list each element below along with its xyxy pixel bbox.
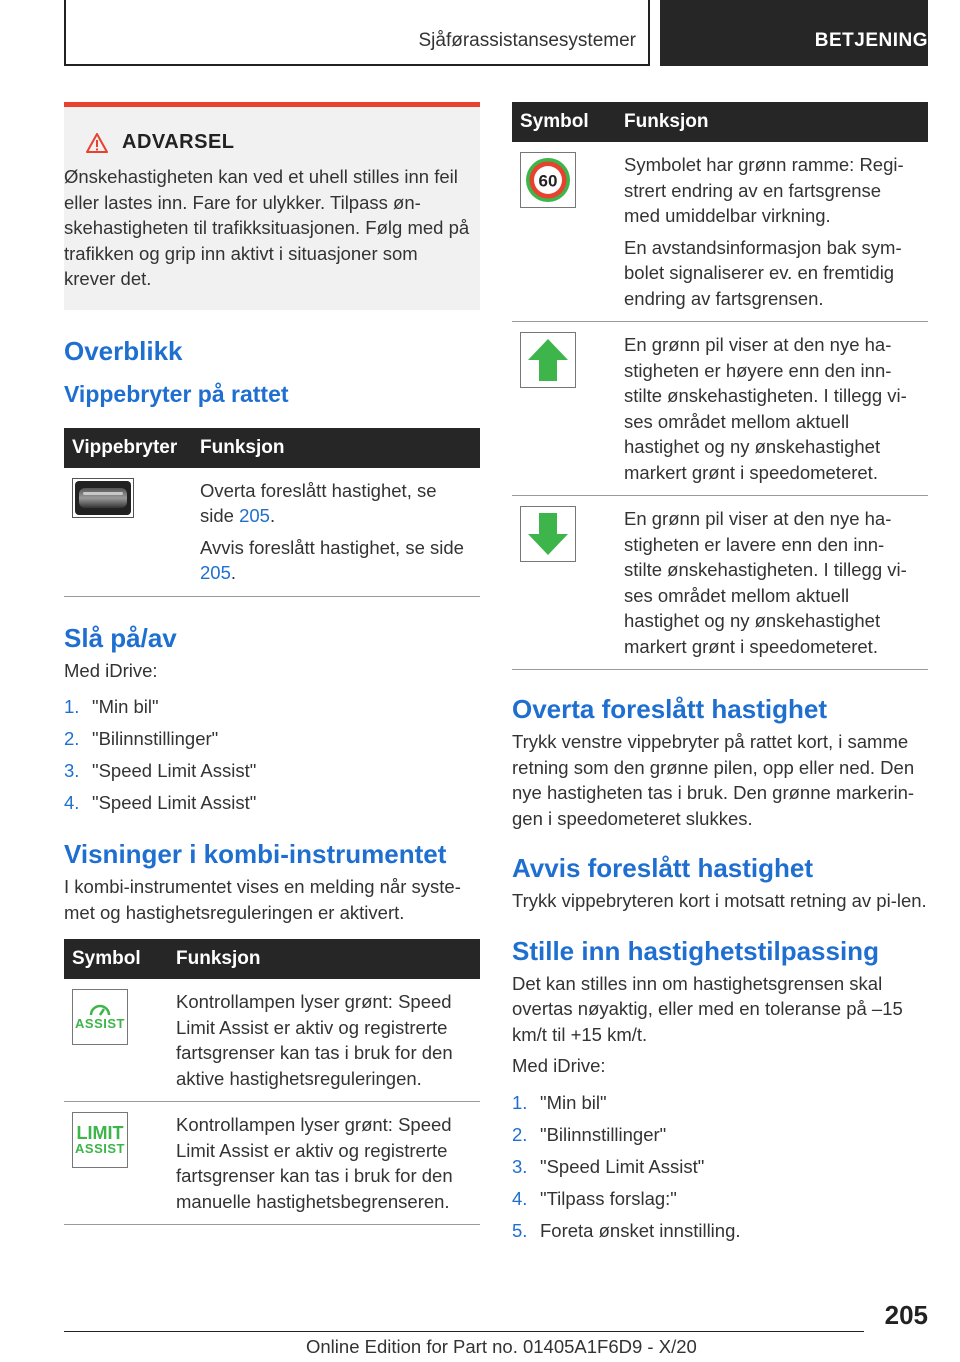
step-text: "Bilinnstillinger" <box>540 1123 667 1145</box>
page-link[interactable]: 205 <box>239 505 270 526</box>
assist-indicator-icon <box>72 989 128 1045</box>
header-section-box <box>660 0 928 66</box>
table-header-cell: Funksjon <box>192 428 480 468</box>
table-cell-function: En grønn pil viser at den nye ha-stigheten er lavere enn den inn-stilte ønskehastigheten. I tillegg vi-ses området mellom aktuell hastighet og ny ønskehastighet markert grønt i speedometeret. <box>616 496 928 670</box>
header-section: BETJENING <box>814 30 928 51</box>
step-text: "Speed Limit Assist" <box>92 760 257 781</box>
footer-divider <box>64 1331 864 1332</box>
rocker-switch-table <box>64 428 480 597</box>
warning-title <box>86 131 470 154</box>
list-item <box>512 1215 928 1247</box>
onoff-intro: Med iDrive: <box>64 659 158 681</box>
kombi-intro: I kombi-instrumentet vises en melding når syste-met og hastighetsreguleringen er aktivert. <box>64 876 461 923</box>
table-header-row <box>64 939 480 979</box>
function-text: . <box>269 505 276 526</box>
list-item <box>64 755 480 787</box>
section-heading-avvis: Avvis foreslått hastighet <box>512 853 814 883</box>
function-text: . <box>230 562 237 583</box>
speed-symbol-table <box>512 102 928 670</box>
subheading-vippebryter: Vippebryter på rattet <box>64 380 289 407</box>
table-header-cell: Vippebryter <box>64 428 192 468</box>
step-text: "Speed Limit Assist" <box>540 1155 705 1177</box>
header-chapter-box <box>64 0 650 66</box>
table-header-cell: Symbol <box>64 939 168 979</box>
kombi-symbol-table <box>64 939 480 1225</box>
step-text: "Min bil" <box>92 696 159 717</box>
limit-assist-indicator-icon <box>72 1112 128 1168</box>
header-chapter: Sjåførassistansesystemer <box>418 30 636 51</box>
list-item <box>64 691 480 723</box>
list-item <box>64 787 480 819</box>
step-text: "Min bil" <box>540 1091 607 1113</box>
list-item <box>64 723 480 755</box>
section-heading-onoff: Slå på/av <box>64 622 177 653</box>
function-text: Overta foreslått hastighet, se side <box>200 479 437 526</box>
list-item <box>512 1119 928 1151</box>
page-header <box>64 0 928 66</box>
section-heading-stille: Stille inn hastighetstilpassing <box>512 935 879 966</box>
table-cell-symbol <box>512 142 616 322</box>
table-row <box>512 496 928 670</box>
table-row <box>512 142 928 322</box>
limit-icon-label: LIMIT <box>76 1123 124 1143</box>
speed-limit-sign-icon <box>520 152 576 208</box>
function-paragraph: En avstandsinformasjon bak sym-bolet signaliserer ev. en fremtidig endring av fartsgrensen. <box>624 236 902 309</box>
left-column <box>64 102 480 1225</box>
page-number: 205 <box>884 1300 928 1330</box>
table-row <box>512 322 928 496</box>
table-header-cell: Symbol <box>512 102 616 142</box>
rocker-switch-icon <box>72 478 134 518</box>
warning-title-text: ADVARSEL <box>122 131 235 153</box>
table-cell-function <box>192 468 480 597</box>
table-header-cell: Funksjon <box>616 102 928 142</box>
avvis-text: Trykk vippebryteren kort i motsatt retning av pi-len. <box>512 890 927 911</box>
list-item <box>512 1087 928 1119</box>
list-item <box>512 1151 928 1183</box>
table-header-row <box>64 428 480 468</box>
step-number: 3. <box>64 760 80 781</box>
warning-box <box>64 102 480 310</box>
section-heading-kombi: Visninger i kombi-instrumentet <box>64 839 447 869</box>
table-cell-function: Kontrollampen lyser grønt: Speed Limit Assist er aktiv og registrerte fartsgrenser kan tas i bruk for den manuelle hastighetsbegrenseren. <box>168 1102 480 1225</box>
overta-text: Trykk venstre vippebryter på rattet kort, i samme retning som den grønne pilen, opp eller ned. Den nye hastigheten tas i bruk. Den grønne markerin-gen i speedometeret slukkes. <box>512 731 915 829</box>
section-heading-overblikk: Overblikk <box>64 335 183 366</box>
step-text: "Speed Limit Assist" <box>92 792 257 813</box>
table-row <box>64 468 480 597</box>
assist-icon-label: ASSIST <box>75 1016 125 1031</box>
step-number: 5. <box>512 1219 528 1241</box>
footer-edition: Online Edition for Part no. 01405A1F6D9 - X/20 <box>306 1336 697 1357</box>
step-text: "Tilpass forslag:" <box>540 1187 677 1209</box>
step-text: Foreta ønsket innstilling. <box>540 1219 741 1241</box>
step-number: 2. <box>512 1123 528 1145</box>
table-row <box>64 979 480 1102</box>
warning-text: Ønskehastigheten kan ved et uhell stilles inn feil eller lastes inn. Fare for ulykker. Tilpass øn-skehastigheten til trafikksituasjonen. Følg med på trafikken og grip inn aktivt i situasjoner som krever det. <box>64 166 470 289</box>
assist-icon-label: ASSIST <box>75 1141 125 1156</box>
step-number: 2. <box>64 728 80 749</box>
table-cell-symbol <box>64 979 168 1102</box>
step-number: 1. <box>512 1091 528 1113</box>
stille-intro: Med iDrive: <box>512 1055 606 1076</box>
function-line <box>200 478 472 529</box>
table-cell-function: Kontrollampen lyser grønt: Speed Limit Assist er aktiv og registrerte fartsgrenser kan tas i bruk for den aktive hastighetsreguleringen. <box>168 979 480 1102</box>
speed-limit-value: 60 <box>538 171 558 191</box>
table-header-cell: Funksjon <box>168 939 480 979</box>
table-cell-function: En grønn pil viser at den nye ha-stigheten er høyere enn den inn-stilte ønskehastigheten. I tillegg vi-ses området mellom aktuell hastighet og ny ønskehastighet markert grønt i speedometeret. <box>616 322 928 496</box>
table-cell-function <box>616 142 928 322</box>
table-header-row <box>512 102 928 142</box>
table-cell-symbol <box>64 1102 168 1225</box>
step-number: 3. <box>512 1155 528 1177</box>
table-cell-symbol <box>512 496 616 670</box>
green-arrow-down-icon <box>520 506 576 562</box>
table-row <box>64 1102 480 1225</box>
stille-text: Det kan stilles inn om hastighetsgrensen skal overtas nøyaktig, eller med en toleranse på –15 km/t til +15 km/t. <box>512 972 903 1045</box>
right-column <box>512 102 928 1247</box>
section-heading-overta: Overta foreslått hastighet <box>512 694 827 724</box>
green-arrow-up-icon <box>520 332 576 388</box>
function-paragraph: Symbolet har grønn ramme: Regi-strert endring av en fartsgrense med umiddelbar virkning. <box>624 154 904 226</box>
list-item <box>512 1183 928 1215</box>
step-number: 4. <box>512 1187 528 1209</box>
page-link[interactable]: 205 <box>200 562 231 583</box>
function-text: Avvis foreslått hastighet, se side <box>200 536 464 558</box>
step-text: "Bilinnstillinger" <box>92 728 219 749</box>
table-cell-symbol <box>512 322 616 496</box>
onoff-steps <box>64 691 480 819</box>
table-cell-symbol <box>64 468 192 597</box>
step-number: 4. <box>64 792 80 813</box>
function-line <box>200 535 472 586</box>
stille-steps <box>512 1087 928 1247</box>
warning-triangle-icon <box>86 133 108 153</box>
step-number: 1. <box>64 696 80 717</box>
